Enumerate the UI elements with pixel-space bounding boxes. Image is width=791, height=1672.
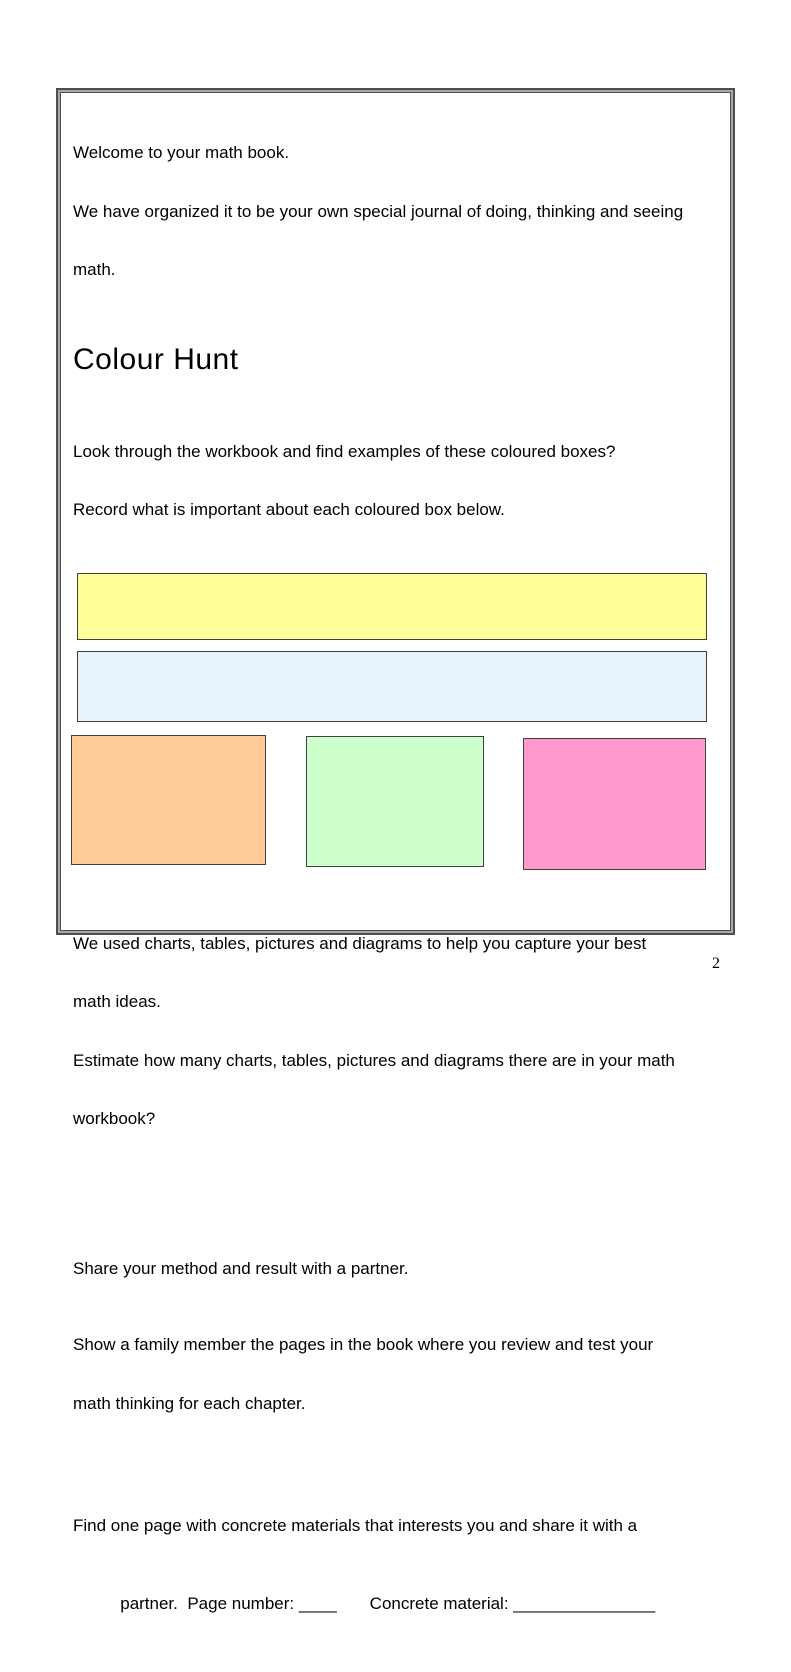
find-line: Find one page with concrete materials that interests you and share it with a bbox=[73, 1516, 638, 1535]
page-number-blank: ____ bbox=[298, 1594, 337, 1613]
worksheet-frame bbox=[56, 88, 735, 1613]
colour-box-orange bbox=[71, 735, 266, 865]
colour-box-green bbox=[306, 736, 484, 867]
family-line: Show a family member the pages in the book where you review and test your bbox=[73, 1335, 654, 1354]
charts-line: workbook? bbox=[73, 1109, 156, 1128]
worksheet-frame-mid bbox=[58, 90, 733, 1613]
intro-line: We have organized it to be your own special journal of doing, thinking and seeing bbox=[73, 201, 684, 221]
colour-box-row bbox=[71, 735, 720, 870]
intro-line: Welcome to your math book. bbox=[73, 143, 290, 162]
find-line-prefix: partner. Page number: bbox=[120, 1594, 299, 1613]
family-line: math thinking for each chapter. bbox=[73, 1393, 306, 1413]
page-title: Colour Hunt bbox=[73, 342, 239, 376]
page-number: 2 bbox=[712, 955, 720, 972]
colour-box-pink bbox=[523, 738, 706, 870]
instructions-line: Record what is important about each coloured box below. bbox=[73, 500, 505, 519]
instructions-line: Look through the workbook and find examples of these coloured boxes? bbox=[73, 441, 616, 461]
colour-box-light-blue bbox=[77, 651, 707, 722]
intro-paragraph bbox=[73, 104, 720, 319]
concrete-material-blank: _______________ bbox=[513, 1594, 656, 1613]
charts-paragraph bbox=[73, 895, 720, 1168]
charts-line: math ideas. bbox=[73, 992, 161, 1011]
family-paragraph bbox=[73, 1296, 720, 1452]
share-paragraph: Share your method and result with a partner. bbox=[73, 1258, 409, 1278]
concrete-material-label: Concrete material: bbox=[369, 1594, 514, 1613]
find-line bbox=[73, 1575, 720, 1634]
charts-line: Estimate how many charts, tables, pictures and diagrams there are in your math bbox=[73, 1050, 675, 1070]
worksheet-content bbox=[60, 92, 731, 1613]
charts-line: We used charts, tables, pictures and diagrams to help you capture your best bbox=[73, 933, 647, 953]
instructions-paragraph bbox=[73, 403, 720, 559]
colour-box-yellow bbox=[77, 573, 707, 640]
find-paragraph bbox=[73, 1477, 720, 1672]
intro-line: math. bbox=[73, 260, 116, 279]
